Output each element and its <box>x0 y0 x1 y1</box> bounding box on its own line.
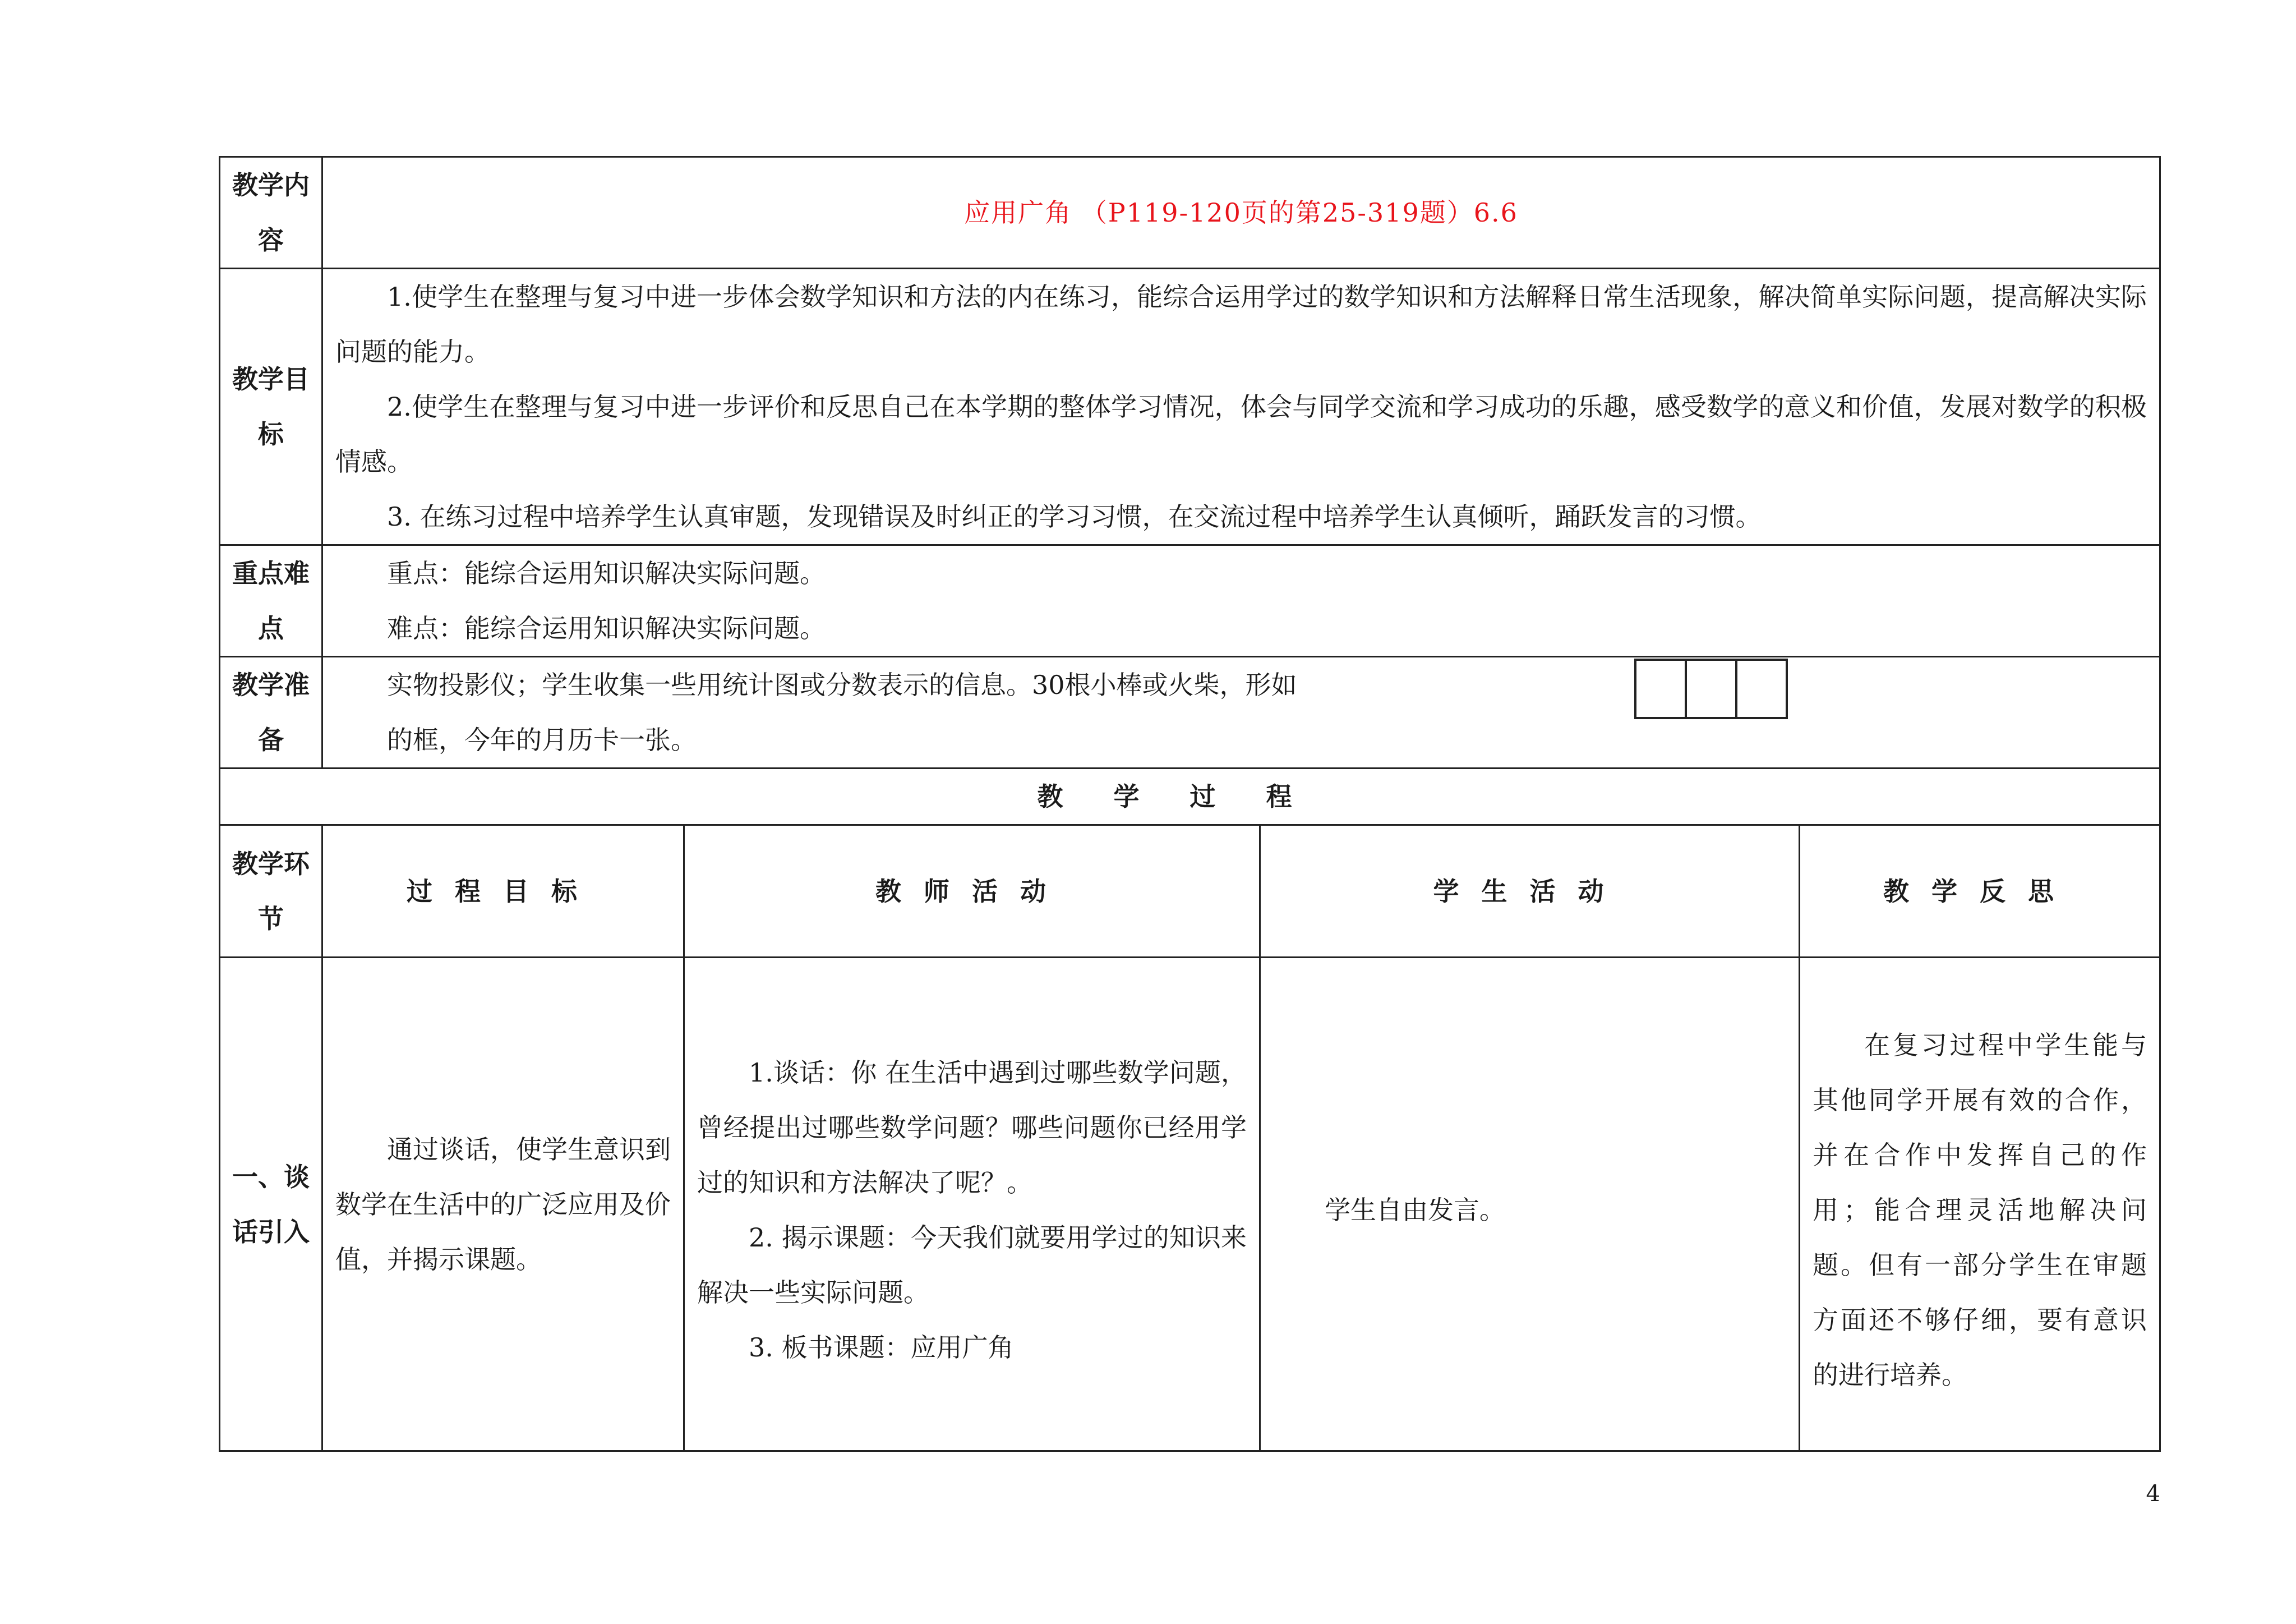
column-header-teacher: 教师活动 <box>684 825 1260 958</box>
stage-goal-cell <box>322 958 684 1451</box>
key-point-text: 重点：能综合运用知识解决实际问题。 <box>387 558 826 588</box>
goals-content <box>322 269 2160 545</box>
column-header-stage: 教学环节 <box>220 825 322 958</box>
column-header-reflection: 教学反思 <box>1800 825 2160 958</box>
title-row <box>220 157 2160 269</box>
column-header-row <box>220 825 2160 958</box>
content-label: 教学内容 <box>220 157 322 269</box>
reflection-cell <box>1800 958 2160 1451</box>
preparation-label: 教学准备 <box>220 657 322 769</box>
key-points-row <box>220 545 2160 657</box>
page-number: 4 <box>2146 1481 2160 1507</box>
difficult-point-text: 难点：能综合运用知识解决实际问题。 <box>387 613 826 643</box>
preparation-content <box>322 657 2160 769</box>
teacher-activity-2: 2. 揭示课题：今天我们就要用学过的知识来解决一些实际问题。 <box>697 1222 1247 1308</box>
goal-item-1: 1.使学生在整理与复习中进一步体会数学知识和方法的内在练习，能综合运用学过的数学知识和方法解释日常生活现象，解决简单实际问题，提高解决实际问题的能力。 <box>335 282 2147 367</box>
frame-box <box>1735 659 1788 719</box>
stage-label: 一、谈话引入 <box>220 958 322 1451</box>
frame-box <box>1685 659 1737 719</box>
goal-item-3: 3. 在练习过程中培养学生认真审题，发现错误及时纠正的学习习惯，在交流过程中培养学生认真倾听，踊跃发言的习惯。 <box>387 502 1762 532</box>
teacher-activity-3: 3. 板书课题：应用广角 <box>749 1332 1014 1363</box>
preparation-line-2: 的框，今年的月历卡一张。 <box>387 725 697 755</box>
process-heading-row <box>220 769 2160 825</box>
process-heading: 教学过程 <box>220 769 2160 825</box>
goals-label: 教学目标 <box>220 269 322 545</box>
column-header-goal: 过程目标 <box>322 825 684 958</box>
goal-item-2: 2.使学生在整理与复习中进一步评价和反思自己在本学期的整体学习情况，体会与同学交流和学习成功的乐趣，感受数学的意义和价值，发展对数学的积极情感。 <box>335 392 2147 477</box>
preparation-line-1: 实物投影仪；学生收集一些用统计图或分数表示的信息。30根小棒或火柴，形如 <box>387 670 1297 700</box>
student-activity-cell <box>1260 958 1800 1451</box>
key-points-content <box>322 545 2160 657</box>
stage-goal-text: 通过谈话，使学生意识到数学在生活中的广泛应用及价值，并揭示课题。 <box>335 1134 671 1275</box>
teacher-activity-1: 1.谈话：你 在生活中遇到过哪些数学问题，曾经提出过哪些数学问题？哪些问题你已经用学过的知识和方法解决了呢？。 <box>697 1057 1247 1198</box>
lesson-plan-table <box>219 156 2161 1452</box>
lesson-title: 应用广角 （P119-120页的第25-319题）6.6 <box>322 157 2160 269</box>
student-activity-text: 学生自由发言。 <box>1325 1194 1505 1225</box>
goals-row <box>220 269 2160 545</box>
frame-box <box>1634 659 1687 719</box>
key-points-label: 重点难点 <box>220 545 322 657</box>
column-header-student: 学生活动 <box>1260 825 1800 958</box>
teacher-activity-cell <box>684 958 1260 1451</box>
preparation-row <box>220 657 2160 769</box>
reflection-text: 在复习过程中学生能与其他同学开展有效的合作，并在合作中发挥自己的作用；能合理灵活地解决问题。但有一部分学生在审题方面还不够仔细，要有意识的进行培养。 <box>1813 1029 2147 1390</box>
frame-boxes-figure <box>1636 659 1788 719</box>
table-row <box>220 958 2160 1451</box>
